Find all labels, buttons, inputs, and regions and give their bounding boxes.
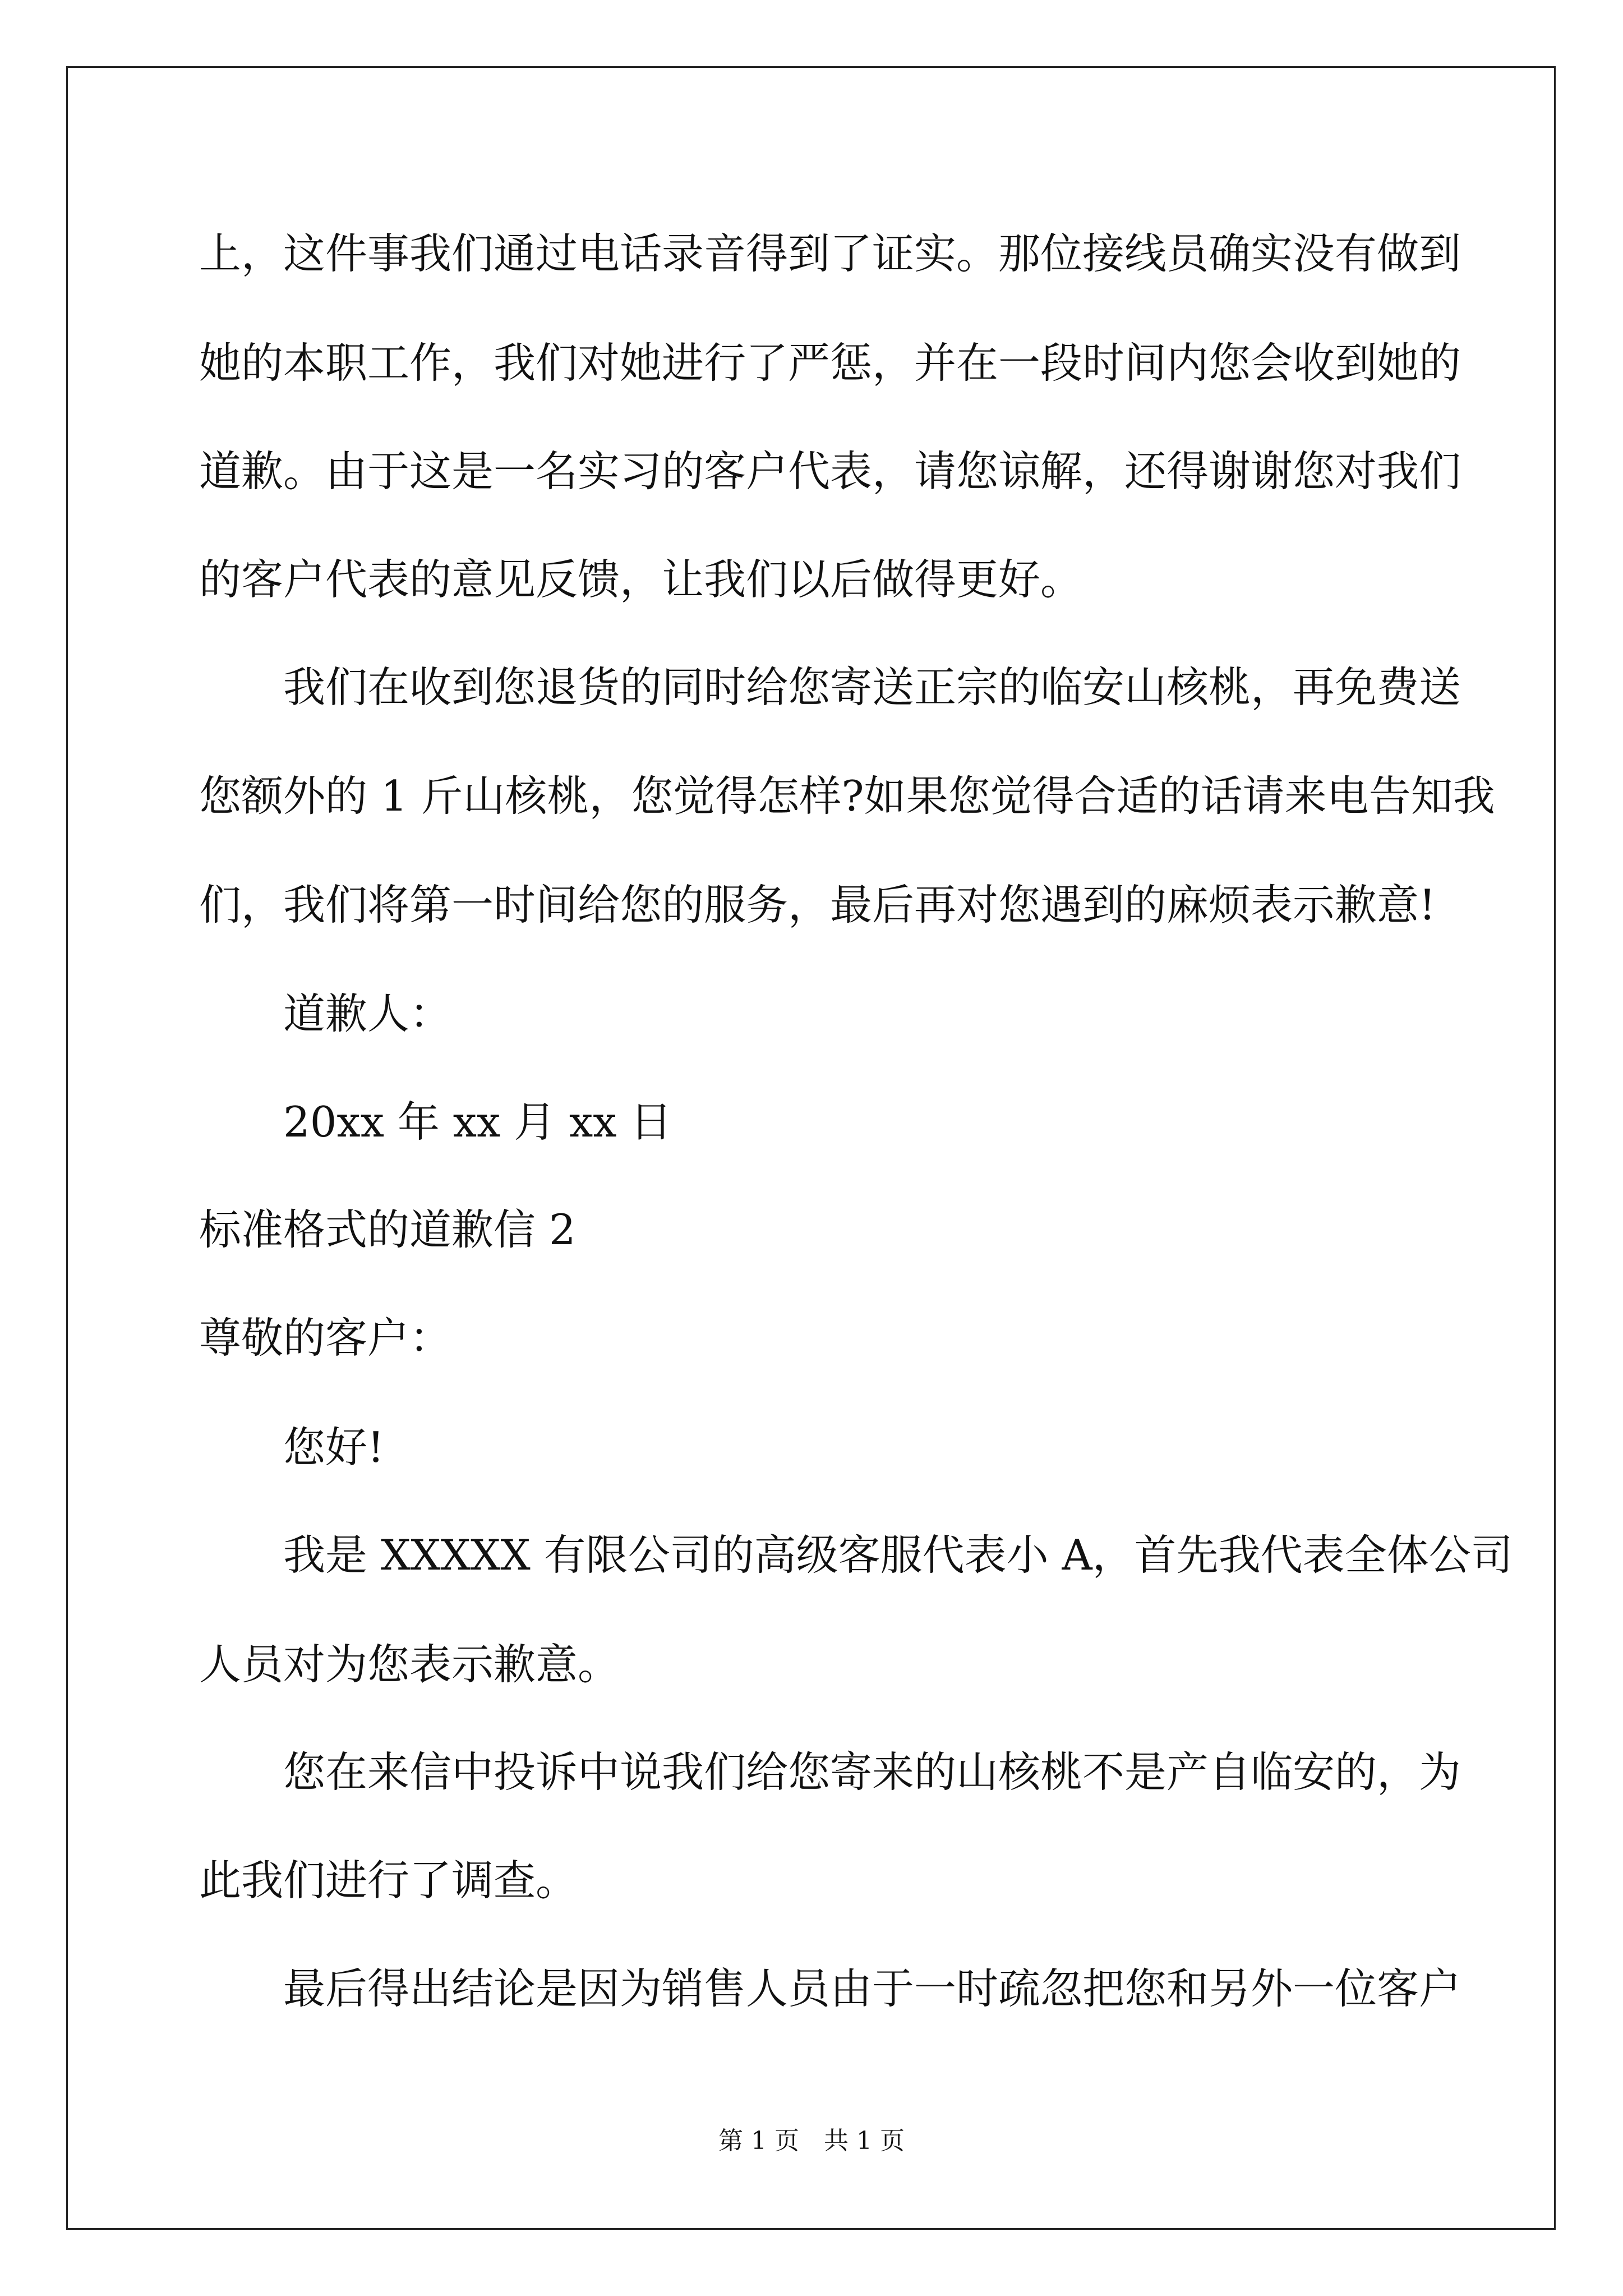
signature-label: 道歉人： [283,989,452,1038]
text-line-4: 的客户代表的意见反馈，让我们以后做得更好。 [199,555,1083,604]
text-line-5: 我们在收到您退货的同时给您寄送正宗的临安山核桃，再免费送 [283,662,1461,712]
text-line-6: 您额外的 1 斤山核桃，您觉得怎样?如果您觉得合适的话请来电告知我 [199,771,1495,821]
page-number: 第 1 页 共 1 页 [718,2127,905,2155]
text-line-16: 此我们进行了调查。 [199,1856,578,1905]
text-line-15: 您在来信中投诉中说我们给您寄来的山核桃不是产自临安的，为 [283,1747,1461,1797]
text-line-2: 她的本职工作，我们对她进行了严惩，并在一段时间内您会收到她的 [199,338,1461,388]
text-line-7: 们，我们将第一时间给您的服务，最后再对您遇到的麻烦表示歉意! [199,880,1436,930]
text-line-3: 道歉。由于这是一名实习的客户代表，请您谅解，还得谢谢您对我们 [199,447,1461,496]
page-border [66,66,1556,2230]
text-line-1: 上，这件事我们通过电话录音得到了证实。那位接线员确实没有做到 [199,229,1461,278]
date-line: 20xx 年 xx 月 xx 日 [283,1097,672,1147]
section-title: 标准格式的道歉信 2 [199,1205,576,1254]
text-line-14: 人员对为您表示歉意。 [199,1640,620,1689]
salutation: 尊敬的客户： [199,1313,452,1363]
text-line-17: 最后得出结论是因为销售人员由于一时疏忽把您和另外一位客户 [283,1964,1461,2013]
text-line-13: 我是 XXXXX 有限公司的高级客服代表小 A，首先我代表全体公司 [283,1530,1513,1580]
greeting: 您好! [283,1423,385,1472]
